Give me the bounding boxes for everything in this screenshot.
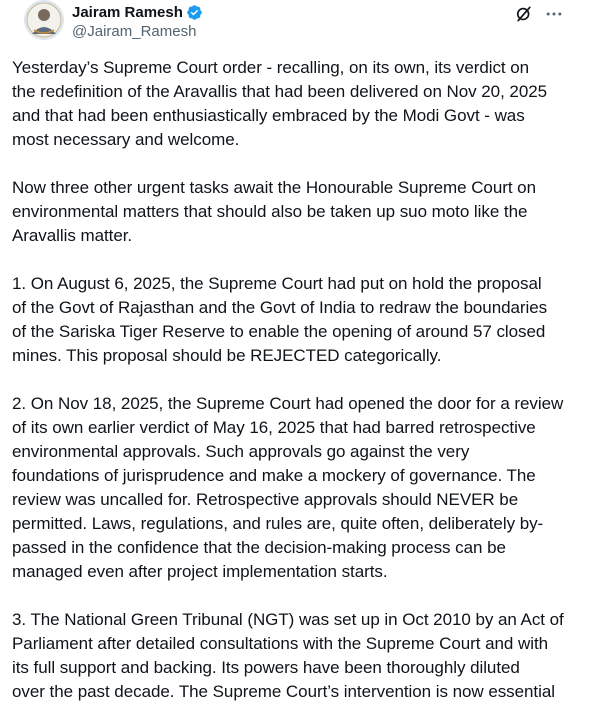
paragraph-tasks: Now three other urgent tasks await the Honourable Supreme Court on environmental matters that should also be taken up suo moto like the Aravallis matter. bbox=[12, 178, 536, 245]
author-names bbox=[72, 2, 203, 40]
tweet-header bbox=[12, 0, 578, 48]
tweet-actions bbox=[514, 4, 564, 24]
display-name[interactable]: Jairam Ramesh bbox=[72, 3, 183, 21]
paragraph-point-3: 3. The National Green Tribunal (NGT) was set up in Oct 2010 by an Act of Parliament after detailed consultations with the Supreme Court and with its full support and backing. Its powers have been thoroughly diluted over the past decade. The Supreme Court’s intervention is now essential bbox=[12, 610, 564, 701]
grok-icon[interactable] bbox=[514, 4, 534, 24]
more-icon[interactable] bbox=[544, 4, 564, 24]
display-name-row bbox=[72, 2, 203, 22]
paragraph-point-1: 1. On August 6, 2025, the Supreme Court had put on hold the proposal of the Govt of Rajasthan and the Govt of India to redraw the boundaries of the Sariska Tiger Reserve to enable the opening of around 57 closed mines. This proposal should be REJECTED categorically. bbox=[12, 274, 548, 365]
avatar[interactable] bbox=[24, 0, 64, 40]
paragraph-point-2: 2. On Nov 18, 2025, the Supreme Court had opened the door for a review of its own earlier verdict of May 16, 2025 that had barred retrospective environmental approvals. Such approvals go against the very foundations of jurisprudence and make a mockery of governance. The review was uncalled for. Retrospective approvals should NEVER be permitted. Laws, regulations, and rules are, quite often, deliberately by- passed in the confidence that the decision-making process can be managed even after project implementation starts. bbox=[12, 394, 564, 581]
verified-badge-icon bbox=[186, 4, 203, 21]
tweet-body bbox=[12, 56, 580, 728]
paragraph-intro: Yesterday’s Supreme Court order - recalling, on its own, its verdict on the redefinition of the Aravallis that had been delivered on Nov 20, 2025 and that had been enthusiastically embraced by the Modi Govt - was most necessary and welcome. bbox=[12, 58, 548, 149]
avatar-image bbox=[24, 0, 64, 40]
handle[interactable]: @Jairam_Ramesh bbox=[72, 23, 197, 40]
